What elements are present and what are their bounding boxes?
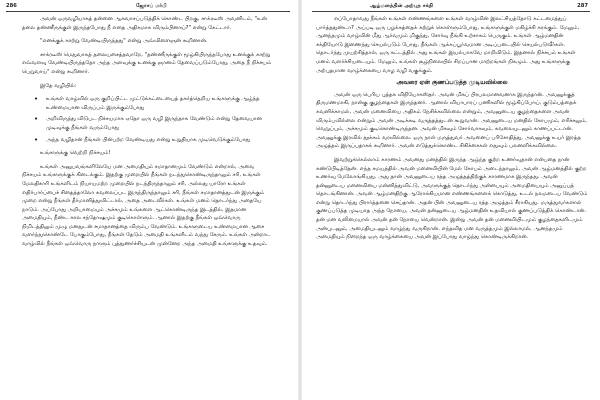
page-body	[316, 15, 588, 242]
section-heading: அவரை ஏன் குணப்படுத்த முடியவில்லை	[396, 80, 508, 87]
paragraph: அவன் ஒரு பெரிய புத்தக விநியோகஸ்தர். அவன் மிகப் பிரபலமானவனாக இருந்தான். அவனுக்குத் திருமணமாகி, நான்கு குழந்தைகள் இருந்தனர். ஆனால் வியாபாரப் பணிகளில் மூழ்கிப்போய், குடும்பத்தைக் கவனிக்காமல், அவன் மனைவியை அதிகம் நேசிக்கவில்லை என்றும், அவனுடைய குழந்தைகளை அவன் விரும்பவில்லை என்றும் அவன் அடிக்கடி வருத்தத்துடன் கூறுவான். அவனுடைய மனதில் கோபமும், எரிச்சலும், வெறுப்பும், அச்சமும் குடிகொண்டிருந்தன. அவன் மிகவும் சோர்வாகவும், கவலையுடனும் காணப்பட்டான். அவனுக்கு இரவில் தூக்கம் வரவில்லை. ஒரு நாள் மருத்துவர் அவனைப் பரிசோதித்து, அவனுக்கு உயர் இரத்த அழுத்தம் இருப்பதாகக் கூறினார். அவன் எடுத்துக்கொண்ட சிகிச்சைகள் எதுவும் பலனளிக்கவில்லை.	[316, 91, 587, 150]
page-number: 286	[6, 3, 17, 9]
header-rule	[6, 11, 290, 12]
paragraph: அவன் ஒருவழியாகத் தன்னை ஆசுவாசப்படுத்திக் கொண்ட பிறகு, சாக்ரடீஸ் அவனிடம், "உன் தலை தண்ணீருக்குள் இருந்தபோது நீ எதை அதிகமாக விரும்பினாய்?" என்று கேட்டார்.	[22, 16, 267, 31]
paragraph: உங்கள் அனுபவங்களிலேயே மன அமைதியும் சமாதானமும் வேண்டும் என்றால், அவை நிச்சயம் உங்களுக்குக் கிடைக்கும். இதற்கு முறையில் நீங்கள் நடந்துகொண்டிருந்தாலும் சரி, உங்கள் மேலதிகாரி உங்களிடம் நியாயமற்ற முறையில் நடந்திருந்தாலும் சரி, அல்லது யாரோ உங்கள் எதிர்பார்ப்பைச் சிதைத்தாலோ கவலைப்பட இருந்திருந்தாலும் சரி, நீங்கள் சமாதானத்துடன் இருக்கும் முறை என்று நீங்கள் தீர்மானித்துவிட்டால், அதை அடைவீர்கள். உங்கள் மனம் தொடர்ந்து அதையே நாடும். அப்போது அறியாமையும் அச்சமும் உங்களை ஆட்கொண்டிருந்த இடத்தில், இதமான அமைதியும், நீண்ட கால சந்தோஷமும் குடிகொள்ளும். ஆனால் இதற்கு நீங்கள் ஒவ்வொரு நிமிடத்திலும் முழு மனதுடன் சமாதானத்தை விரும்ப வேண்டும். உங்களுடைய உண்மையான ஆசை வளர்ந்துகொண்டே போகும்போது, நீங்கள் தேடும் அமைதி உங்களிடம் வந்து சேரும். உங்கள் அன்றாட வாழ்வில் நீங்கள் ஒவ்வொரு நாளும் புத்துணர்ச்சியுடன் முன்னேற அந்த அமைதி உங்களுக்கு உதவும்.	[22, 163, 271, 248]
paragraph: இவற்றுக்கெல்லாம் காரணம் அவனது மனத்தில் இருந்த ஆழ்ந்த குற்ற உணர்வுதான் என்பதை நான் கண்டுபிடித்தேன். எந்த சமயத்தில் அவன் மனைவியின் மேல் கோபம் அடைந்தாலும், அவன் ஆழ்மனத்தில் குற்ற உணர்வு மேலோங்கியது. அது தான் அவனுடைய ரத்த அழுத்தத்திற்குக் காரணமாக இருந்தது. அவன் தன்னுடைய மனைவியை மன்னித்துவிட்டு, அவளுக்குத் தொடர்ந்து அன்பையும் அமைதியையும் அனுப்பத் தொடங்கினான். அவன் ஆழ்மனதிற்கு ஆரோக்கியமான எண்ணங்களைக் கொடுத்து, உடல் நலமடைய வேண்டும் என்று தொடர்ந்து பிரார்த்தனை செய்தான். அதன் பின் அவனுடைய ரத்த அழுத்தம் சீராகியது. மருத்துவர்களால் குணப்படுத்த முடியாத அந்த நோயை, அவன் தன்னுடைய ஆழ்மனதின் உதவியால் குணப்படுத்திக் கொண்டான். தன் மன வலிமையால் அவன் தன் நோயை வென்றான். இன்று அவன் தன் மனைவியிடமும் குழந்தைகளிடமும் அன்புடனும், அமைதியுடனும் வாழ்ந்து வருகிறான். எந்தவித மன வருத்தமும் இல்லாமல், ஆனந்தமும் அமைதியும் நிறைந்த ஒரு வாழ்க்கையை அவன் இப்போது வாழ்ந்து கொண்டிருக்கிறான்.	[316, 156, 588, 241]
paragraph: "எனக்குக் காற்று வேண்டியிருந்தது" என்று அவ்விளைஞன் கூறினான்.	[40, 38, 208, 45]
right-page	[300, 0, 600, 400]
list-item: • உங்கள் வாழ்வில் ஒரு குறிப்பிட்ட முட்டுக்கட்டையைத் தகர்த்தெறிய உங்களுக்கு ஆழ்ந்த உண்மையான விருப்பம் இருக்கும்போது	[34, 95, 272, 112]
list-item: • அறிவிருந்து விடுபட நிச்சயமாக ஏதோ ஒரு வழி இருந்தாக வேண்டும் என்று தேவையான முடிவுக்கு நீங்கள் வரும்போது	[34, 115, 272, 132]
list-item: • அந்த வழிதான் நீங்கள் பின்பற்ற வேண்டியது என்று உறுதியாக முடிவெடுக்கும்போது	[34, 136, 272, 145]
paragraph: இதே வழியில்:	[40, 82, 77, 89]
running-title: ஆழ்மனத்தின் அற்புத சக்தி	[370, 3, 434, 9]
running-title: ஜோசப் மர்பி	[136, 3, 167, 9]
page-body	[22, 15, 272, 249]
paragraph: சாக்ரடீஸ் மெதுவாகத் தலையசைத்தவாறே, "தண்ணீருக்குள் மூழ்கியிருந்தபோது உனக்குக் காற்று எவ்வளவு வேண்டியிருந்ததோ அந்த அளவுக்கு உனக்கு ஞானம் தேவைப்படும்போது, அதை நீ நிச்சயம் பெறுவாய்" என்று கூறினார்.	[22, 51, 272, 75]
header-rule	[312, 11, 590, 12]
bullet-list	[22, 95, 272, 144]
paragraph: எப்போதாவது நீங்கள் உங்கள் எண்ணங்களை உங்கள் வாழ்வின் இலட்சியத்தோடு கட்டமைத்துப் பார்த்ததுண்டா? அப்படி ஒரு பழக்கத்தைக் கற்றுக் கொள்ளும்போது, உங்களுக்குள் மகிழ்ச்சி சுரக்கும். மேலும், ஆனந்தமும் வாழ்வின் மீது ஆர்வமும் மிகுந்து, சோர்வு நீங்கி உற்சாகம் பெருகும். உங்கள் ஆழ்மனதின் சக்தியோடு இணைந்து செயல்படும் போது, நீங்கள் ஆக்கப்பூர்வமான அடிப்படையில் செயல்படுவீர்கள். தொடர்ந்து முயற்சித்தால், ஒரு கட்டத்தில் அது உங்கள் இயல்பாகவே மாறிவிடும். இதனால் நிச்சயம் உங்கள் மனம் வளர்ச்சியடையும். மேலும், உங்கள் சூழ்நிலையில் சிறப்பான மாற்றங்கள் நிகழும். அது உங்களுக்கு அற்புதமான வாழ்க்கையை வாழ வழி வகுக்கும்.	[316, 16, 580, 74]
page-number: 287	[577, 3, 588, 9]
closing-line: உங்களுக்கு வெற்றி நிச்சயம்!	[40, 150, 111, 157]
